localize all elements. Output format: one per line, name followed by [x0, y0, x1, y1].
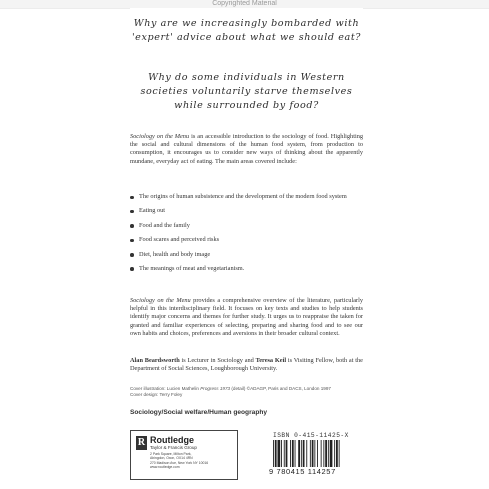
intro-paragraph	[130, 133, 363, 166]
barcode-bar	[290, 440, 291, 467]
intro-text: is an accessible introduction to the sociology of food. Highlighting the social and cultural dimensions of the human food system, from production to consumption, it encourages us to consider new ways of thinking about the apparently mundane, everyday act of eating. The main areas covered include:	[130, 133, 363, 165]
list-item: Food and the family	[130, 222, 363, 230]
bullet-icon	[130, 253, 134, 257]
barcode-icon	[272, 440, 362, 467]
bullet-icon	[130, 210, 134, 214]
design-credit: Cover design: Terry Foley	[130, 392, 183, 397]
barcode-bar	[286, 440, 288, 467]
barcode-bar	[323, 440, 324, 467]
list-item: The meanings of meat and vegetarianism.	[130, 265, 363, 273]
back-cover	[130, 8, 363, 489]
publisher-box	[130, 430, 238, 480]
barcode-bar	[278, 440, 281, 467]
bullet-icon	[130, 267, 134, 271]
topics-list	[130, 193, 363, 279]
barcode-bar	[321, 440, 322, 467]
author-name: Teresa Keil	[255, 357, 287, 364]
barcode-bar	[301, 440, 302, 467]
barcode-bar	[334, 440, 335, 467]
quote-expert-advice: Why are we increasingly bombarded with 'expert' advice about what we should eat?	[131, 18, 362, 43]
bullet-icon	[130, 224, 134, 228]
bullet-icon	[130, 239, 134, 243]
list-item: Food scares and perceived risks	[130, 236, 363, 244]
overview-text: provides a comprehensive overview of the literature, particularly helpful in this interdisciplinary field. It focuses on key texts and studies to help students identify major concerns and themes for further study. It urges us to reappraise the taken for granted and familiar experiences of selecting, preparing and sharing food and to see our own habits and choices, preferences and aversions in their broader cultural context.	[130, 297, 363, 337]
barcode-bar	[336, 440, 338, 467]
barcode-bar	[295, 440, 296, 467]
barcode-bar	[303, 440, 305, 467]
barcode-bar	[310, 440, 311, 467]
overview-paragraph	[130, 297, 363, 338]
quote-starvation: Why do some individuals in Western societies voluntarily starve themselves while surrounded by food?	[140, 72, 353, 111]
barcode-bar	[330, 440, 333, 467]
book-title: Sociology on the Menu	[130, 133, 190, 140]
barcode-bar	[275, 440, 277, 467]
copyright-notice: Copyrighted Material	[212, 0, 277, 7]
publisher-group: Taylor & Francis Group	[150, 445, 197, 450]
barcode-bar	[325, 440, 327, 467]
cover-credits	[130, 386, 363, 398]
subject-category: Sociology/Social welfare/Human geography	[130, 409, 268, 416]
author-name: Alan Beardsworth	[130, 357, 180, 364]
barcode-bar	[292, 440, 294, 467]
barcode-bar	[273, 440, 274, 467]
barcode-bar	[312, 440, 314, 467]
publisher-address: 2 Park Square, Milton Park, Abingdon, Oxon, OX14 4RN 270 Madison Ave, New York NY 10016 www.routledge.com	[150, 452, 209, 470]
list-item: Diet, health and body image	[130, 251, 363, 259]
barcode-bar	[281, 440, 282, 467]
authors-paragraph: Alan Beardsworth is Lecturer in Sociology and Teresa Keil is Visiting Fellow, both at the Department of Social Sciences, Loughborough University.	[130, 357, 363, 373]
book-title: Sociology on the Menu	[130, 297, 191, 304]
barcode-bar	[317, 440, 318, 467]
list-item: The origins of human subsistence and the development of the modern food system	[130, 193, 363, 201]
barcode-bar	[284, 440, 285, 467]
barcode-bar	[306, 440, 307, 467]
bullet-icon	[130, 196, 134, 200]
list-item: Eating out	[130, 207, 363, 215]
routledge-logo-icon: R	[137, 437, 146, 448]
illustration-credit: Cover illustration: Lucien Mathelin Progress 1973 (detail) ©ADAGP, Paris and DACS, London 1997	[130, 386, 331, 391]
barcode-bar	[339, 440, 340, 467]
isbn-digits: 9 780415 114257	[269, 467, 336, 476]
barcode-bar	[328, 440, 329, 467]
publisher-name: Routledge	[150, 435, 194, 445]
barcode-bar	[298, 440, 300, 467]
isbn-label: ISBN 0-415-11425-X	[273, 432, 349, 439]
barcode-bar	[314, 440, 315, 467]
